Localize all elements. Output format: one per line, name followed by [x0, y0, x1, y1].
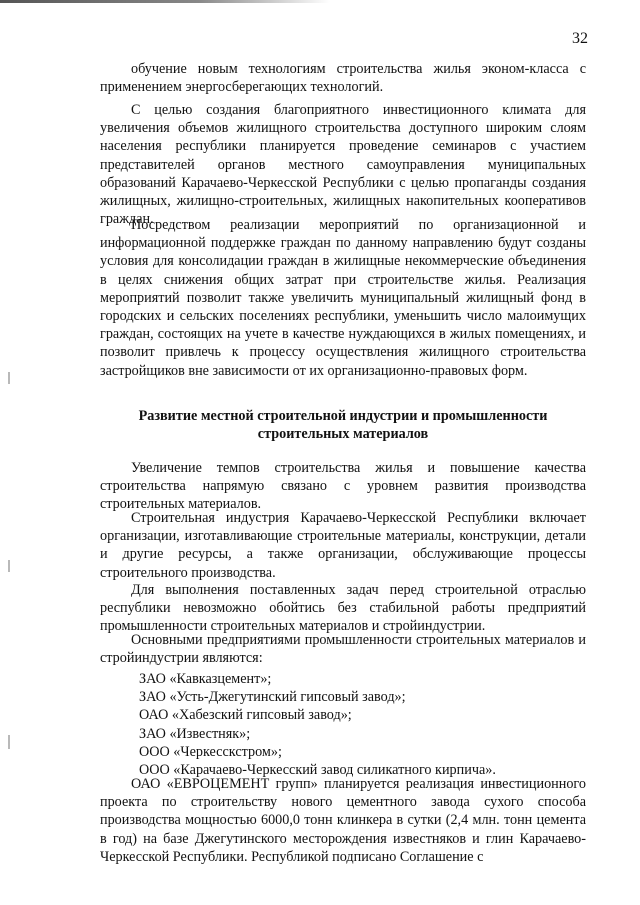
paragraph: Для выполнения поставленных задач перед строительной отраслью республики невозможно обойтись без стабильной работы предприятий промышленности строительных материалов и стройиндустрии. — [100, 582, 586, 635]
paragraph: Посредством реализации мероприятий по организационной и информационной поддержке граждан по данному направлению будут созданы условия для консолидации граждан в жилищные некоммерческие объединения в целях снижения общих затрат при строительстве жилья. Реализация мероприятий позволит также увеличить муниципальный жилищный фонд в городских и сельских поселениях республики, уменьшить число малоимущих граждан, состоящих на учете в качестве нуждающихся в жилых помещениях, и позволит привлечь к процессу осуществления жилищного строительства застройщиков вне зависимости от их организационно-правовых форм. — [100, 217, 586, 379]
section-heading — [100, 407, 586, 443]
paragraph: обучение новым технологиям строительства жилья эконом-класса с применением энергосберегающих технологий. — [100, 61, 586, 96]
left-margin-mark — [8, 735, 10, 749]
list-item: ЗАО «Усть-Джегутинский гипсовый завод»; — [139, 689, 406, 706]
paragraph: С целью создания благоприятного инвестиционного климата для увеличения объемов жилищного строительства доступного широким слоям населения республики планируется проведение семинаров с участием представителей органов местного самоуправления муниципальных образований Карачаево-Черкесской Республики с целью пропаганды создания жилищных, жилищно-строительных, жилищных накопительных кооперативов граждан. — [100, 102, 586, 228]
list-item: ООО «Карачаево-Черкесский завод силикатного кирпича». — [139, 762, 496, 779]
left-margin-mark — [8, 372, 10, 384]
paragraph: ОАО «ЕВРОЦЕМЕНТ групп» планируется реализация инвестиционного проекта по строительству нового цементного завода сухого способа производства мощностью 6000,0 тонн клинкера в сутки (2,4 млн. тонн цемента в год) на базе Джегутинского месторождения известняков и глин Карачаево-Черкесской Республики. Республикой подписано Соглашение с — [100, 776, 586, 865]
list-item: ОАО «Хабезский гипсовый завод»; — [139, 707, 352, 724]
paragraph: Основными предприятиями промышленности строительных материалов и стройиндустрии являются: — [100, 632, 586, 667]
page-number: 32 — [572, 30, 588, 47]
left-margin-mark — [8, 560, 10, 572]
section-heading-line: строительных материалов — [257, 426, 429, 443]
section-heading-line: Развитие местной строительной индустрии и промышленности — [138, 408, 548, 424]
scan-edge-artifact — [0, 0, 330, 3]
paragraph: Увеличение темпов строительства жилья и повышение качества строительства напрямую связано с уровнем развития производства строительных материалов. — [100, 460, 586, 513]
enterprise-list — [139, 670, 589, 779]
list-item: ЗАО «Известняк»; — [139, 725, 251, 742]
list-item: ЗАО «Кавказцемент»; — [139, 671, 272, 687]
list-item: ООО «Черкесскстром»; — [139, 743, 282, 760]
paragraph: Строительная индустрия Карачаево-Черкесской Республики включает организации, изготавливающие строительные материалы, конструкции, детали и другие ресурсы, а также организации, обслуживающие процессы строительного производства. — [100, 510, 586, 581]
